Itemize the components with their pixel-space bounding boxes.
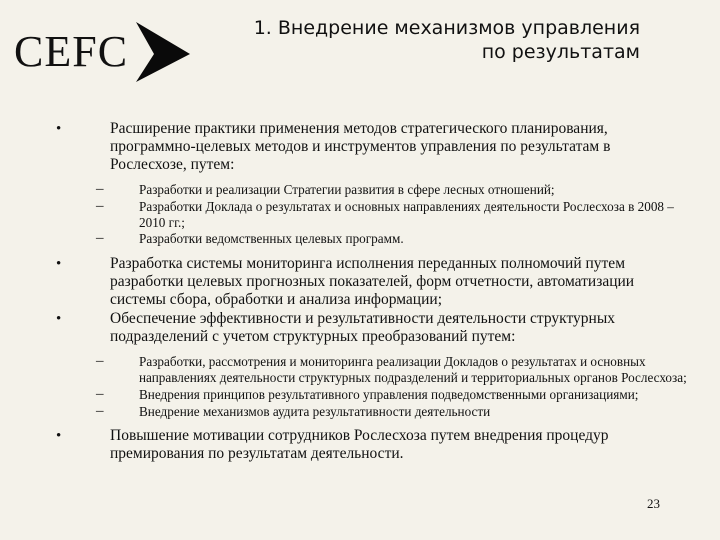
bullet-text: Разработка системы мониторинга исполнения переданных полномочий путем разработки целевых прогнозных показателей, форм отчетности, автоматизации системы сбора, обработки и анализа информации;: [110, 255, 635, 309]
sub-bullet-item: [56, 199, 688, 231]
logo-text: CEFC: [14, 27, 129, 76]
bullet-text: Расширение практики применения методов стратегического планирования, программно-целевых методов и инструментов управления по результатам в Рослесхозе, путем:: [110, 120, 611, 173]
sub-bullet-text: Внедрение механизмов аудита результативности деятельности: [139, 403, 491, 419]
bullet-item: [56, 120, 688, 174]
sub-bullet-item: [56, 404, 688, 420]
slide-title-line-1: 1. Внедрение механизмов управления: [253, 17, 640, 39]
sub-bullet-item: [56, 182, 688, 198]
dash-marker: –: [96, 197, 104, 214]
sub-bullet-item: [56, 231, 688, 247]
dash-marker: –: [96, 181, 104, 197]
bullet-marker: •: [56, 311, 62, 328]
bullet-item: [56, 255, 688, 309]
bullet-marker: •: [56, 121, 62, 137]
slide-content: [56, 120, 688, 464]
bullet-marker: •: [56, 256, 62, 273]
bullet-marker: •: [56, 428, 62, 445]
sub-bullet-item: [56, 354, 688, 386]
dash-marker: –: [96, 385, 104, 402]
dash-marker: –: [96, 402, 104, 419]
bullet-item: [56, 310, 688, 346]
dash-marker: –: [96, 353, 104, 370]
dash-marker: –: [96, 230, 104, 247]
logo: [14, 20, 192, 84]
slide-title-line-2: по результатам: [481, 41, 640, 63]
page-number: 23: [647, 496, 660, 511]
sub-bullet-text: Разработки ведомственных целевых программ.: [139, 231, 404, 247]
sub-bullet-text: Внедрения принципов результативного управления подведомственными организациями;: [139, 386, 639, 402]
bullet-item: [56, 427, 688, 463]
bullet-text: Обеспечение эффективности и результативности деятельности структурных подразделений с учетом структурных преобразований путем:: [110, 310, 615, 346]
sub-bullet-text: Разработки Доклада о результатах и основных направлениях деятельности Рослесхоза в 2008 – 2010 гг.;: [139, 198, 674, 230]
bullet-text: Повышение мотивации сотрудников Рослесхоза путем внедрения процедур премирования по результатам деятельности.: [110, 427, 609, 463]
sub-bullet-text: Разработки и реализации Стратегии развития в сфере лесных отношений;: [139, 182, 555, 197]
sub-bullet-item: [56, 387, 688, 403]
slide-title: [180, 16, 640, 64]
sub-bullet-text: Разработки, рассмотрения и мониторинга реализации Докладов о результатах и основных направлениях деятельности структурных подразделений и территориальных органов Рослесхоза;: [139, 354, 687, 385]
